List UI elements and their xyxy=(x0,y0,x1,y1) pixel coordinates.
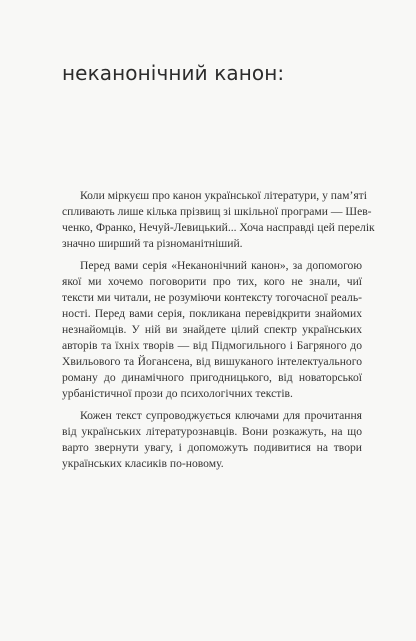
text-line: якої ми хочемо поговорити про тих, кого не знали, чиї xyxy=(62,275,362,288)
text-line: варто звернути увагу, і допоможуть подивитися на твори xyxy=(62,441,362,454)
text-line: спливають лише кілька прізвищ зі шкільної програми — Шев- xyxy=(62,205,372,218)
text-line: тексти ми читали, не розуміючи контексту тогочасної реаль- xyxy=(62,291,362,304)
body-text xyxy=(62,188,375,478)
text-line: Хвильового та Йогансена, від вишуканого інтелектуального xyxy=(62,355,362,368)
text-line: авторів та їхніх творів — від Підмогильного і Багряного до xyxy=(62,339,362,352)
text-line: Перед вами серія «Неканонічний канон», за допомогою xyxy=(80,259,362,272)
text-line: ності. Перед вами серія, покликана перевідкрити знайомих xyxy=(62,307,362,320)
text-line: урбаністичної прози до психологічних текстів. xyxy=(62,387,293,400)
text-line: Коли міркуєш про канон української літератури, у пам’яті xyxy=(80,189,367,202)
text-line: значно ширший та різноманітніший. xyxy=(62,237,243,250)
paragraph-3 xyxy=(62,408,362,472)
text-line: Кожен текст супроводжується ключами для прочитання xyxy=(80,409,362,422)
text-line: від українських літературознавців. Вони розкажуть, на що xyxy=(62,425,362,438)
text-line: роману до динамічного пригодницького, від новаторської xyxy=(62,371,362,384)
text-line: незнайомців. У ній ви знайдете цілий спектр українських xyxy=(62,323,362,336)
page-heading: неканонічний канон: xyxy=(62,61,285,86)
paragraph-1 xyxy=(62,188,375,252)
paragraph-2 xyxy=(62,258,362,402)
text-line: українських класиків по-новому. xyxy=(62,457,224,470)
text-line: ченко, Франко, Нечуй-Левицький... Хоча насправді цей перелік xyxy=(62,221,375,234)
